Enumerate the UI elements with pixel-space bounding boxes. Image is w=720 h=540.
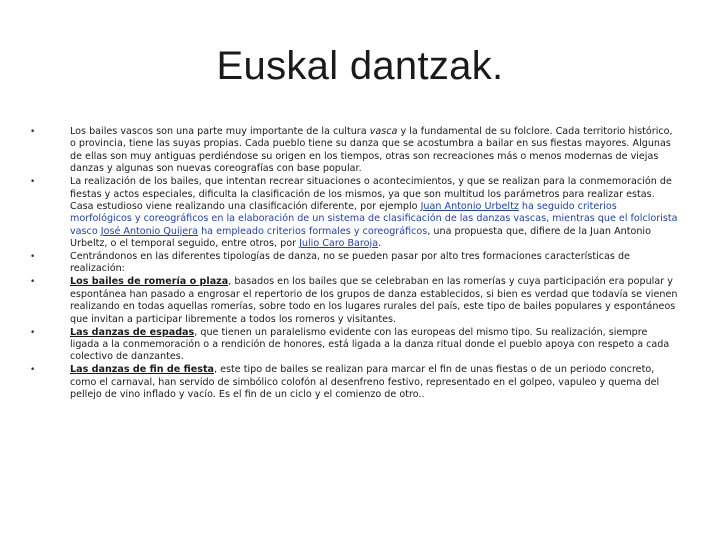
list-item — [26, 176, 678, 250]
list-item — [26, 327, 678, 364]
bullet-icon: • — [30, 327, 36, 338]
bullet-icon: • — [30, 277, 36, 288]
slide-title: Euskal dantzak. — [216, 44, 504, 88]
paragraph-heading: Los bailes de romería o plaza — [70, 276, 229, 288]
link-juan-antonio-urbeltz[interactable]: Juan Antonio Urbeltz — [420, 200, 519, 212]
bullet-icon: • — [30, 177, 36, 188]
bullet-icon: • — [30, 127, 36, 137]
paragraph-heading: Las danzas de espadas — [70, 326, 195, 338]
link-julio-caro-baroja[interactable]: Julio Caro Baroja — [299, 238, 379, 250]
paragraph-text-highlight: ha empleado criterios formales y coreográficos — [198, 225, 428, 237]
paragraph-text: Los bailes vascos son una parte muy importante de la cultura — [70, 126, 370, 137]
list-item — [26, 364, 678, 401]
paragraph-text: , este tipo de bailes se realizan para marcar el fin de unas fiestas o de un periodo concreto, como el carnaval, han servido de simbólico colofón al desenfreno festivo, representado en el golpeo, vapuleo y quema del pellejo de vino inflado y vacío. Es el fin de un ciclo y el comienzo de otro.. — [70, 364, 660, 401]
paragraph-text-italic: vasca — [369, 126, 398, 137]
paragraph-text: Centrándonos en las diferentes tipologías de danza, no se pueden pasar por alto tres formaciones características de realización: — [70, 251, 630, 275]
paragraph-text: y la fundamental de su folclore. Cada territorio histórico, o provincia, tiene las suyas propias. Cada pueblo tiene su danza que se acostumbra a bailar en sus fiestas mayores. Algunas de ellas son muy antiguas perdiéndose su origen en los tiempos, otras son recreaciones más o menos modernas de viejas danzas y algunas son nuevas coreografías con base popular. — [70, 126, 673, 175]
paragraph-text: , una propuesta que, difiere de la Juan Antonio Urbeltz, o el temporal seguido, entre otros, por — [70, 225, 651, 250]
bullet-icon: • — [30, 365, 36, 376]
paragraph-text-highlight: ha seguido criterios morfológicos y coreográficos en la elaboración de un sistema de clasificación de las danzas vascas, mientras que el folclorista vasco — [70, 200, 678, 237]
list-item — [26, 276, 678, 326]
paragraph-heading: Las danzas de fin de fiesta — [70, 364, 215, 376]
paragraph-text: La realización de los bailes, que intentan recrear situaciones o acontecimientos, y que se realizan para la conmemoración de fiestas y actos especiales, dificulta la clasificación de los mismos, ya que son multitud los parámetros para realizar estas. Casa estudioso viene realizando una clasificación diferente, por ejemplo — [70, 176, 672, 212]
bullet-list — [26, 126, 678, 402]
list-item — [26, 251, 678, 276]
paragraph-text: , basados en los bailes que se celebraban en las romerías y cuya participación era popular y espontánea han pasado a engrosar el repertorio de los grupos de danza establecidos, si bien es verdad que todavía se vienen realizando en todas aquellas romerías, sobre todo en los lugares rurales del país, este tipo de bailes populares y espontáneos que invitan a participar libremente a todos los romeros y visitantes. — [70, 276, 678, 325]
bullet-icon: • — [30, 252, 36, 263]
list-item — [26, 126, 678, 176]
paragraph-text: . — [378, 238, 382, 250]
link-jose-antonio-quijera[interactable]: José Antonio Quijera — [100, 225, 199, 237]
paragraph-text: , que tienen un paralelismo evidente con las europeas del mismo tipo. Su realización, siempre ligada a la conmemoración o a rendición de honores, está ligada a la danza ritual donde el pueblo apoya con respeto a cada colectivo de danzantes. — [70, 326, 670, 363]
